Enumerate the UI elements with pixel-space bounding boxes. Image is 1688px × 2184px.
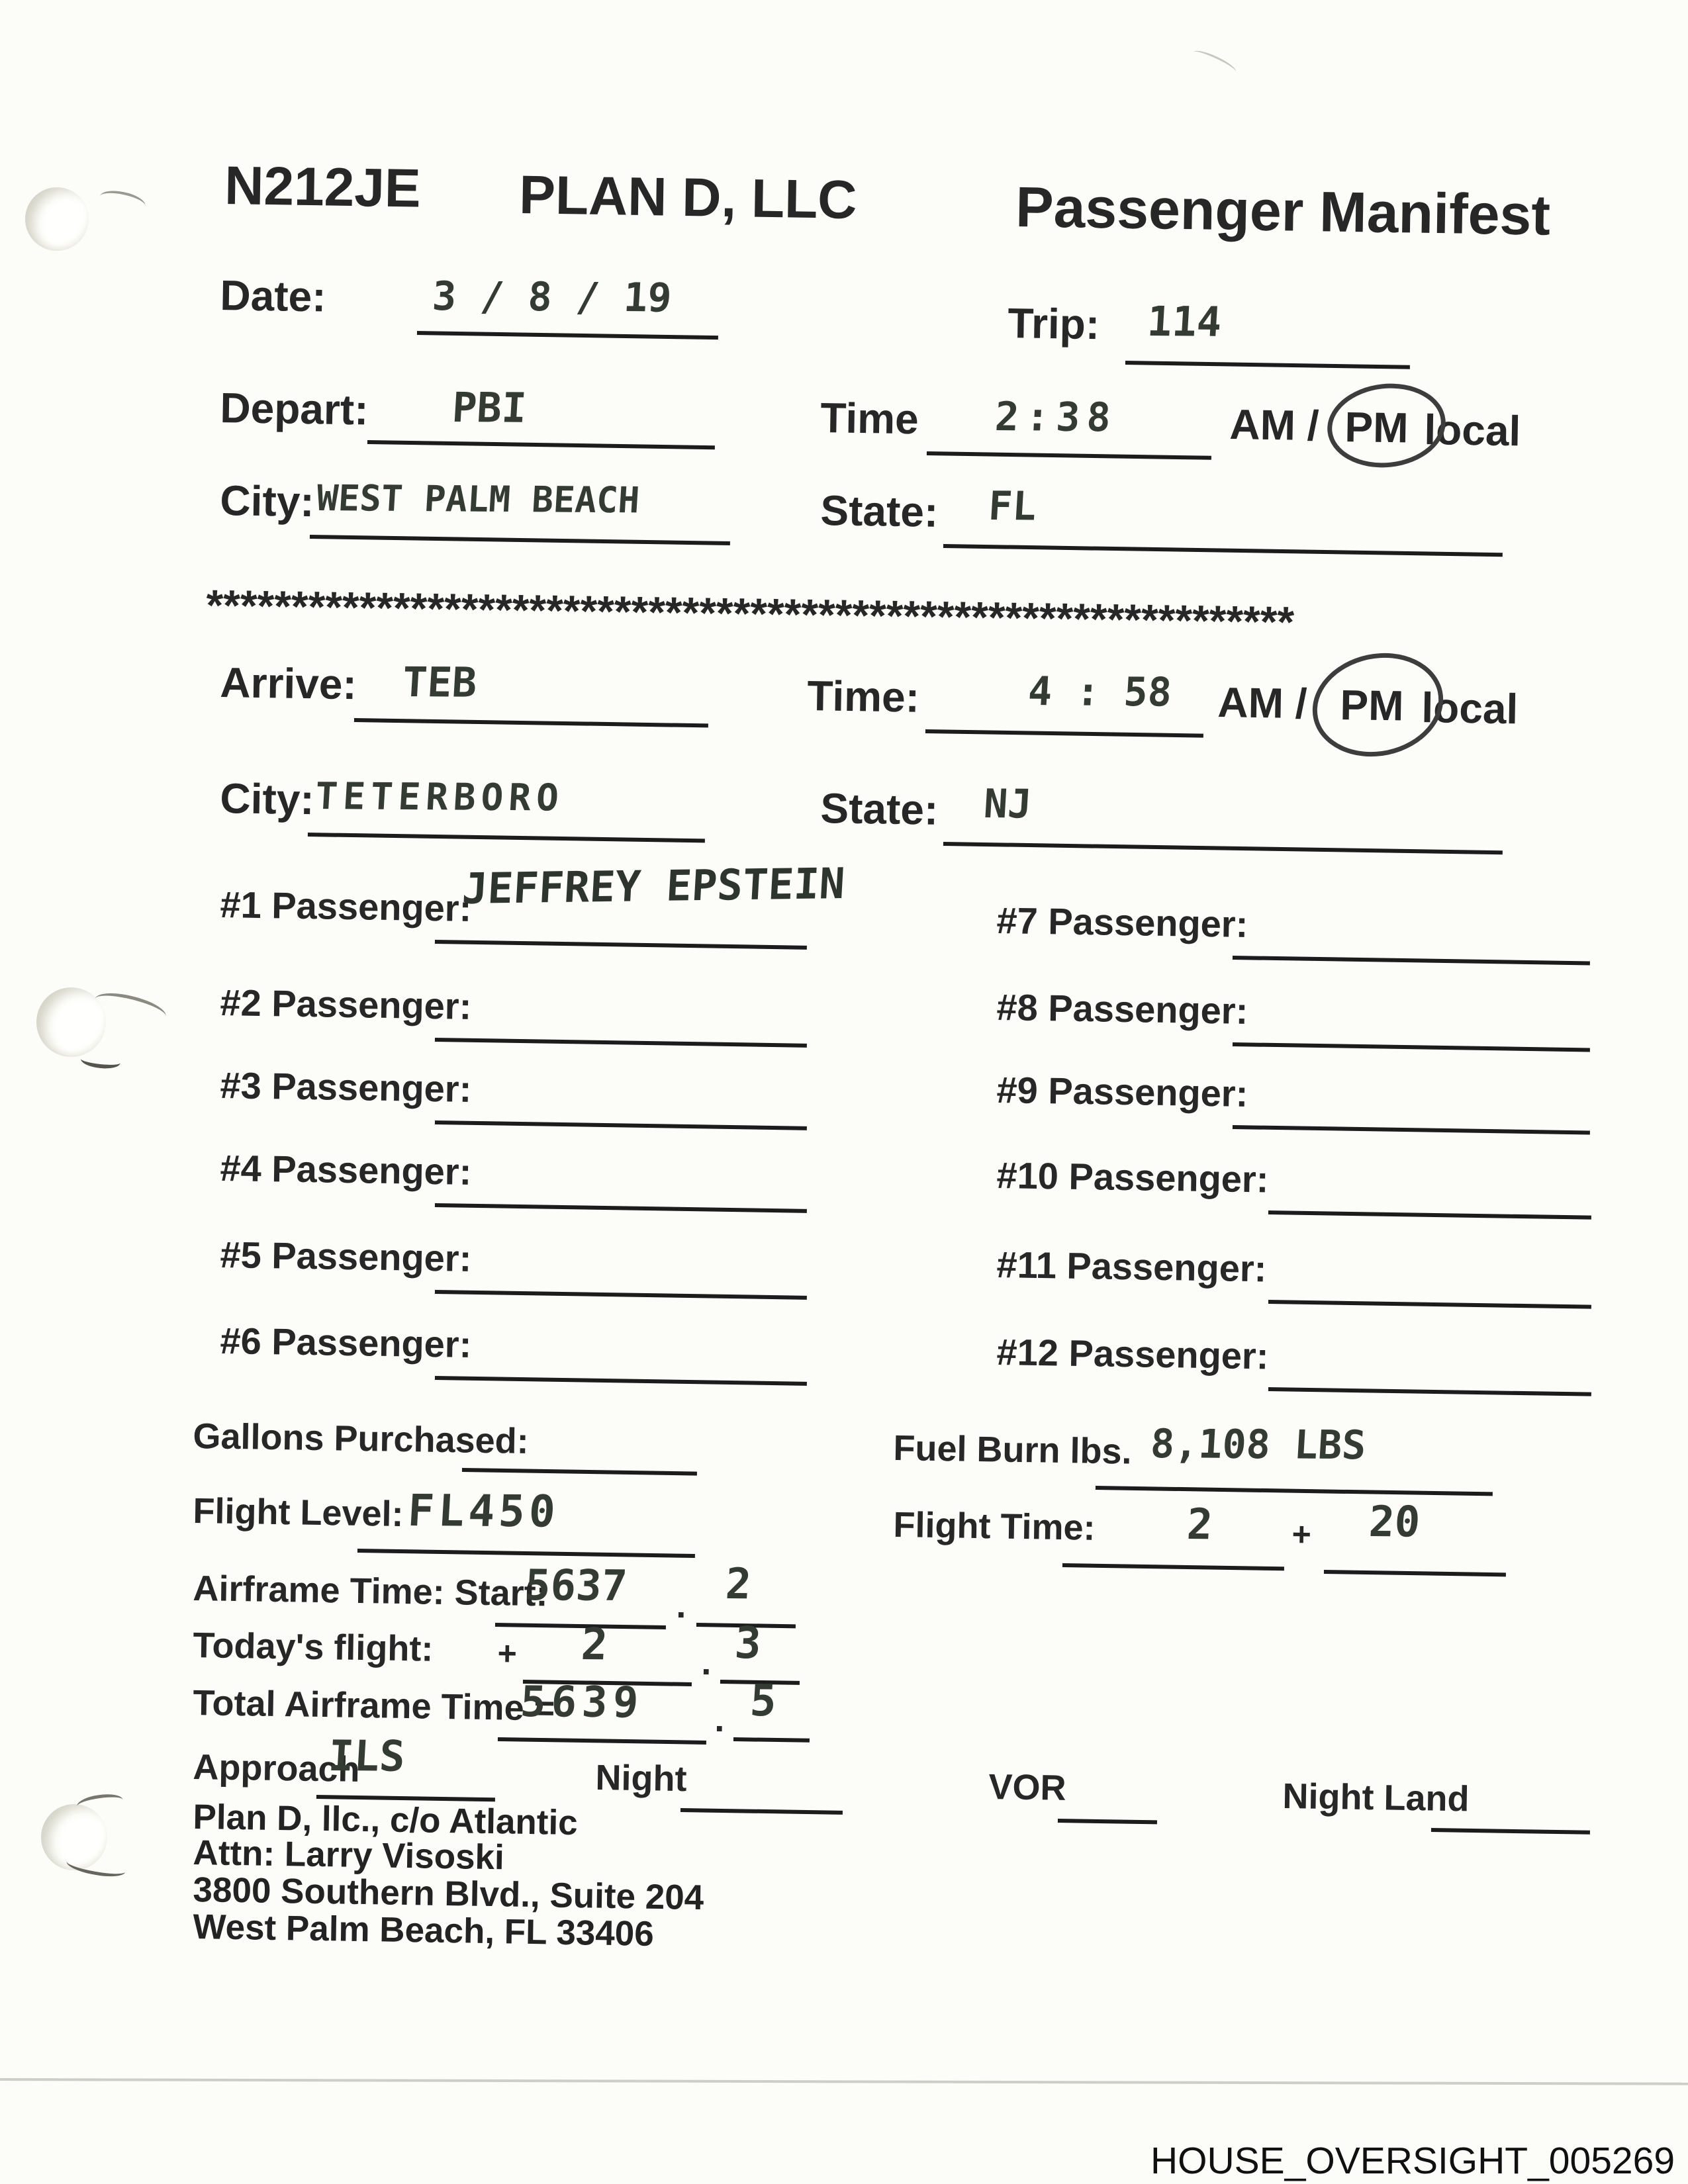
airframe-start-whole-underline	[495, 1623, 666, 1629]
flight-time-minutes-underline	[1324, 1570, 1506, 1576]
trip-value: 114	[1146, 297, 1223, 346]
arrive-time-underline	[925, 729, 1203, 738]
tail-number: N212JE	[224, 156, 422, 219]
company-name: PLAN D, LLC	[518, 165, 858, 231]
depart-state-underline	[943, 544, 1503, 557]
passenger-2-underline	[435, 1038, 807, 1048]
passenger-2-label: #2 Passenger:	[220, 981, 472, 1027]
todays-flight-dot: .	[701, 1643, 712, 1683]
passenger-7-label: #7 Passenger:	[996, 899, 1248, 945]
arrive-state-label: State:	[820, 784, 939, 834]
passenger-1-underline	[435, 940, 807, 950]
arrive-am-label: AM /	[1217, 678, 1308, 728]
footer-attn-line: Attn: Larry Visoski	[193, 1833, 505, 1878]
airframe-start-whole-value: 5637	[523, 1561, 629, 1612]
arrive-city-value: TETERBORO	[314, 775, 565, 820]
footer-company-line: Plan D, llc., c/o Atlantic	[193, 1797, 579, 1843]
passenger-10-label: #10 Passenger:	[996, 1154, 1269, 1201]
passenger-1-label: #1 Passenger:	[220, 884, 472, 929]
vor-label: VOR	[988, 1767, 1067, 1808]
scan-smudge	[76, 1792, 124, 1814]
punch-hole-top	[25, 187, 89, 251]
depart-state-value: FL	[987, 483, 1038, 530]
fuel-burn-underline	[1096, 1486, 1493, 1496]
arrive-airport-value: TEB	[401, 658, 479, 707]
depart-pm-circle-mark	[1323, 378, 1450, 473]
flight-level-value: FL450	[406, 1485, 561, 1537]
night-underline	[680, 1808, 843, 1815]
arrive-pm-circle-mark	[1303, 641, 1453, 768]
asterisk-divider: ****************************************************************	[205, 580, 1295, 647]
passenger-8-underline	[1233, 1042, 1590, 1052]
passenger-9-label: #9 Passenger:	[996, 1069, 1248, 1115]
arrive-city-underline	[308, 833, 705, 842]
total-airframe-tenth-value: 5	[748, 1675, 778, 1727]
depart-time-value: 2:38	[994, 394, 1119, 441]
depart-am-label: AM /	[1229, 400, 1320, 450]
depart-city-underline	[310, 535, 730, 545]
passenger-6-label: #6 Passenger:	[220, 1320, 472, 1365]
passenger-4-label: #4 Passenger:	[220, 1147, 472, 1193]
page-title: Passenger Manifest	[1015, 175, 1551, 248]
flight-time-hours-underline	[1062, 1563, 1284, 1570]
passenger-4-underline	[435, 1203, 807, 1213]
flight-time-plus-sign: +	[1291, 1516, 1312, 1553]
date-underline	[417, 331, 718, 340]
fuel-burn-value: 8,108 LBS	[1149, 1421, 1368, 1469]
total-airframe-tenth-underline	[733, 1737, 810, 1743]
passenger-3-label: #3 Passenger:	[220, 1064, 472, 1110]
passenger-7-underline	[1233, 956, 1590, 965]
passenger-5-underline	[435, 1290, 807, 1300]
arrive-underline	[354, 718, 708, 727]
bates-number: HOUSE_OVERSIGHT_005269	[1150, 2140, 1675, 2182]
vor-underline	[1058, 1819, 1157, 1824]
total-airframe-label: Total Airframe Time =	[193, 1683, 555, 1729]
todays-flight-tenth-value: 3	[733, 1617, 763, 1669]
airframe-start-label: Airframe Time: Start:	[193, 1569, 549, 1614]
night-land-label: Night Land	[1282, 1776, 1470, 1819]
depart-city-label: City:	[219, 477, 315, 526]
fuel-burn-label: Fuel Burn lbs.	[893, 1428, 1133, 1472]
arrive-state-value: NJ	[982, 781, 1033, 828]
passenger-12-underline	[1268, 1387, 1591, 1396]
airframe-start-tenth-value: 2	[724, 1560, 753, 1610]
todays-flight-whole-value: 2	[579, 1619, 610, 1670]
scan-smudge	[1192, 47, 1239, 77]
night-label: Night	[595, 1758, 687, 1799]
passenger-11-underline	[1268, 1300, 1591, 1309]
scan-smudge	[98, 187, 147, 215]
date-value: 3 / 8 / 19	[431, 273, 673, 322]
night-land-underline	[1431, 1828, 1590, 1835]
trip-label: Trip:	[1007, 299, 1100, 349]
arrive-pm-label: PM	[1339, 681, 1405, 730]
trip-underline	[1125, 361, 1410, 369]
flight-time-hours-value: 2	[1185, 1500, 1214, 1550]
passenger-8-label: #8 Passenger:	[996, 986, 1248, 1032]
arrive-state-underline	[943, 842, 1503, 854]
scan-smudge	[80, 1052, 121, 1070]
gallons-purchased-underline	[462, 1468, 697, 1476]
flight-level-label: Flight Level:	[193, 1491, 404, 1534]
arrive-time-value: 4 : 58	[1027, 668, 1174, 716]
depart-pm-label: PM	[1344, 403, 1409, 452]
flight-time-label: Flight Time:	[893, 1505, 1096, 1548]
depart-label: Depart:	[219, 384, 369, 434]
depart-time-label: Time	[820, 394, 919, 443]
arrive-city-label: City:	[219, 774, 315, 824]
footer-city-line: West Palm Beach, FL 33406	[193, 1907, 655, 1954]
scan-artifact-line	[0, 2078, 1688, 2085]
passenger-5-label: #5 Passenger:	[220, 1234, 472, 1279]
passenger-6-underline	[435, 1376, 807, 1386]
depart-local-label: local	[1423, 406, 1521, 455]
depart-state-label: State:	[820, 486, 939, 536]
footer-street-line: 3800 Southern Blvd., Suite 204	[193, 1870, 704, 1918]
approach-value: ILS	[326, 1732, 406, 1782]
total-airframe-dot: .	[714, 1700, 726, 1740]
depart-airport-value: PBI	[451, 383, 528, 432]
todays-flight-plus-sign: +	[497, 1635, 518, 1672]
arrive-local-label: local	[1421, 684, 1519, 733]
passenger-11-label: #11 Passenger:	[996, 1244, 1267, 1290]
airframe-start-dot: .	[676, 1586, 687, 1626]
gallons-purchased-label: Gallons Purchased:	[193, 1416, 530, 1461]
passenger-9-underline	[1233, 1125, 1590, 1134]
depart-time-underline	[927, 451, 1211, 460]
arrive-time-label: Time:	[806, 672, 920, 721]
depart-city-value: WEST PALM BEACH	[315, 477, 641, 522]
date-label: Date:	[219, 271, 327, 321]
arrive-label: Arrive:	[219, 659, 357, 709]
passenger-10-underline	[1268, 1210, 1591, 1220]
passenger-1-value: JEFFREY EPSTEIN	[461, 859, 847, 915]
passenger-3-underline	[435, 1120, 807, 1130]
total-airframe-whole-underline	[498, 1737, 706, 1745]
approach-label: Approach	[193, 1747, 361, 1790]
depart-underline	[367, 440, 715, 449]
flight-level-underline	[357, 1549, 695, 1558]
flight-time-minutes-value: 20	[1367, 1498, 1422, 1547]
todays-flight-label: Today's flight:	[193, 1625, 434, 1669]
passenger-12-label: #12 Passenger:	[996, 1331, 1269, 1377]
total-airframe-whole-value: 5639	[518, 1678, 645, 1728]
